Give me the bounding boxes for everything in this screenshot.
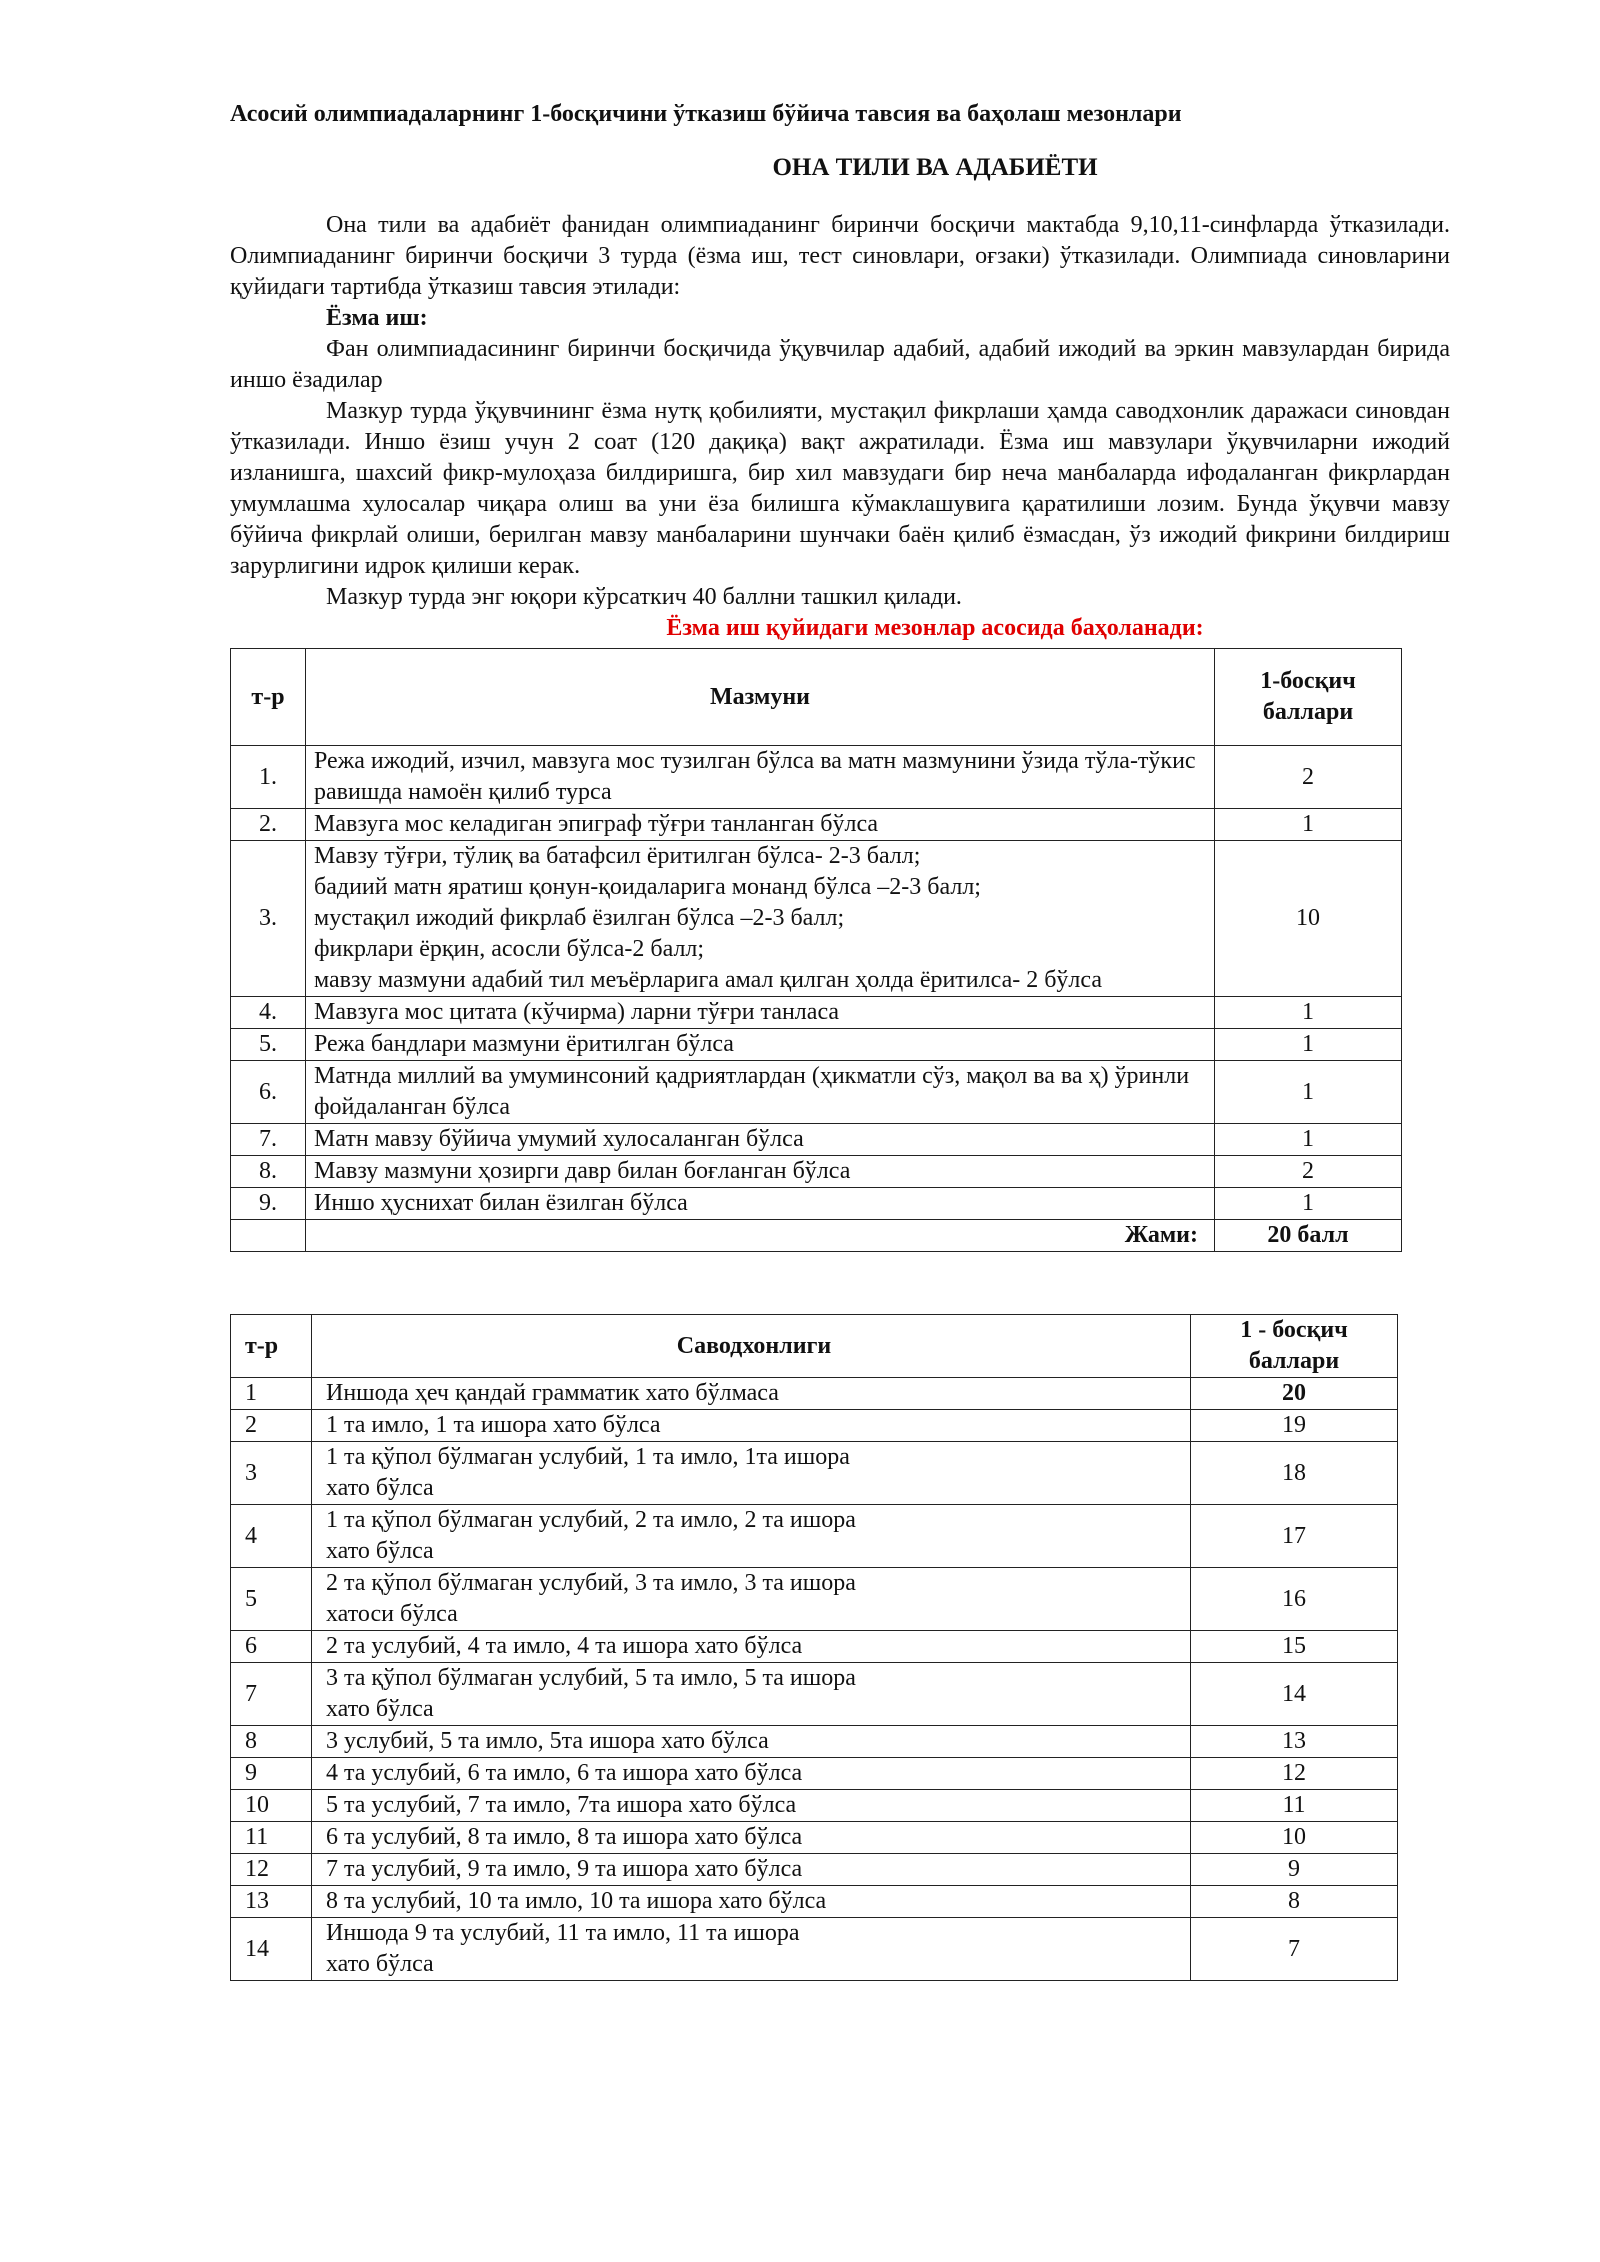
table-row [231,1410,1398,1442]
row-number: 5. [231,1029,306,1061]
row-text: 3 услубий, 5 та имло, 5та ишора хато бўлса [312,1726,1191,1758]
table-header-row [231,1315,1398,1378]
section-title: Ёзма иш: [326,305,428,331]
table-row [231,1124,1402,1156]
row-text: Мавзуга мос келадиган эпиграф тўғри танланган бўлса [306,809,1215,841]
row-text: Режа ижодий, изчил, мавзуга мос тузилган бўлса ва матн мазмунини ўзида тўла-тўкис равишда намоён қилиб турса [306,746,1215,809]
paragraph-1: Фан олимпиадасининг биринчи босқичида ўқувчилар адабий, адабий ижодий ва эркин мавзулардан бирида иншо ёзадилар [230,336,1450,393]
document-heading: Асосий олимпиадаларнинг 1-босқичини ўтказиш бўйича тавсия ва баҳолаш мезонлари [230,101,1182,127]
row-number: 4. [231,997,306,1029]
paragraph-2: Мазкур турда ўқувчининг ёзма нутқ қобилияти, мустақил фикрлаши ҳамда саводхонлик даражаси синовдан ўтказилади. Иншо ёзиш учун 2 соат (120 дақиқа) вақт ажратилади. Ёзма иш мавзулари ўқувчиларни ижодий изланишга, шахсий фикр-мулоҳаза билдиришга, бир хил мавзудаги бир неча манбаларда ифодаланган фикрлардан умумлашма хулосалар чиқара олиш ва уни ёза билишга кўмаклашувига қаратилиши лозим. Бунда ўқувчи мавзу бўйича фикрлай олиши, берилган мавзу манбаларини шунчаки баён қилиб ёзмасдан, ўз ижодий фикрини билдириш зарурлигини идрок қилиши керак. [230,398,1450,579]
total-empty-cell [231,1220,306,1252]
row-number: 6 [231,1631,312,1663]
row-number: 1 [231,1378,312,1410]
row-number: 12 [231,1854,312,1886]
row-number: 14 [231,1918,312,1981]
table-row [231,1505,1398,1568]
row-text: Матн мавзу бўйича умумий хулосаланган бўлса [306,1124,1215,1156]
row-points: 1 [1215,809,1402,841]
row-number: 8. [231,1156,306,1188]
row-text: 1 та қўпол бўлмаган услубий, 1 та имло, 1та ишора хато бўлса [312,1442,1191,1505]
row-text: 1 та имло, 1 та ишора хато бўлса [312,1410,1191,1442]
row-text: 4 та услубий, 6 та имло, 6 та ишора хато бўлса [312,1758,1191,1790]
row-number: 5 [231,1568,312,1631]
row-text: Иншода 9 та услубий, 11 та имло, 11 та ишора хато бўлса [312,1918,1191,1981]
table-row [231,1568,1398,1631]
row-text: 1 та қўпол бўлмаган услубий, 2 та имло, 2 та ишора хато бўлса [312,1505,1191,1568]
row-points: 10 [1191,1822,1398,1854]
row-points: 14 [1191,1663,1398,1726]
row-number: 2. [231,809,306,841]
table-row [231,746,1402,809]
content-criteria-table [230,648,1402,1252]
row-points: 19 [1191,1410,1398,1442]
table-row [231,1631,1398,1663]
row-number: 3. [231,841,306,997]
row-number: 4 [231,1505,312,1568]
row-text: 2 та қўпол бўлмаган услубий, 3 та имло, 3 та ишора хатоси бўлса [312,1568,1191,1631]
table-row [231,1758,1398,1790]
table-row [231,1854,1398,1886]
header-number: т-р [231,649,306,746]
header-number: т-р [231,1315,312,1378]
total-value: 20 балл [1215,1220,1402,1252]
row-number: 6. [231,1061,306,1124]
row-text: 3 та қўпол бўлмаган услубий, 5 та имло, 5 та ишора хато бўлса [312,1663,1191,1726]
row-text: Матнда миллий ва умуминсоний қадриятлардан (ҳикматли сўз, мақол ва ва ҳ) ўринли фойдаланган бўлса [306,1061,1215,1124]
table-row [231,997,1402,1029]
header-points: 1-босқич баллари [1215,649,1402,746]
row-text: 2 та услубий, 4 та имло, 4 та ишора хато бўлса [312,1631,1191,1663]
row-points: 11 [1191,1790,1398,1822]
row-number: 2 [231,1410,312,1442]
row-text: 8 та услубий, 10 та имло, 10 та ишора хато бўлса [312,1886,1191,1918]
row-number: 7. [231,1124,306,1156]
row-number: 3 [231,1442,312,1505]
row-points: 1 [1215,1061,1402,1124]
table-row [231,809,1402,841]
row-points: 9 [1191,1854,1398,1886]
table-row [231,1188,1402,1220]
row-points: 17 [1191,1505,1398,1568]
table-row [231,1061,1402,1124]
row-points: 1 [1215,1188,1402,1220]
table-row [231,1378,1398,1410]
row-points: 18 [1191,1442,1398,1505]
table-row [231,841,1402,997]
row-points: 8 [1191,1886,1398,1918]
table-row [231,1918,1398,1981]
row-number: 9 [231,1758,312,1790]
criteria-title: Ёзма иш қуйидаги мезонлар асосида баҳоланади: [666,615,1204,641]
row-number: 11 [231,1822,312,1854]
total-label: Жами: [306,1220,1215,1252]
row-text: Иншода ҳеч қандай грамматик хато бўлмаса [312,1378,1191,1410]
table-row [231,1726,1398,1758]
row-text: 6 та услубий, 8 та имло, 8 та ишора хато бўлса [312,1822,1191,1854]
row-number: 10 [231,1790,312,1822]
table-row [231,1442,1398,1505]
row-text: Мавзу тўғри, тўлиқ ва батафсил ёритилган бўлса- 2-3 балл; бадиий матн яратиш қонун-қоидаларига монанд бўлса –2-3 балл; мустақил ижодий фикрлаб ёзилган бўлса –2-3 балл; фикрлари ёрқин, асосли бўлса-2 балл; мавзу мазмуни адабий тил меъёрларига амал қилган ҳолда ёритилса- 2 бўлса [306,841,1215,997]
header-content: Мазмуни [306,649,1215,746]
row-number: 8 [231,1726,312,1758]
row-text: 7 та услубий, 9 та имло, 9 та ишора хато бўлса [312,1854,1191,1886]
document-page [230,98,1450,1981]
row-points: 20 [1191,1378,1398,1410]
intro-paragraph: Она тили ва адабиёт фанидан олимпиаданинг биринчи босқичи мактабда 9,10,11-синфларда ўтказилади. Олимпиаданинг биринчи босқичи 3 турда (ёзма иш, тест синовлари, оғзаки) ўтказилади. Олимпиада синовларини қуйидаги тартибда ўтказиш тавсия этилади: [230,212,1450,300]
row-number: 1. [231,746,306,809]
row-text: Иншо ҳуснихат билан ёзилган бўлса [306,1188,1215,1220]
literacy-criteria-table [230,1314,1398,1981]
row-points: 1 [1215,1124,1402,1156]
table-row [231,1886,1398,1918]
row-points: 2 [1215,1156,1402,1188]
row-points: 16 [1191,1568,1398,1631]
row-points: 7 [1191,1918,1398,1981]
row-number: 7 [231,1663,312,1726]
row-points: 15 [1191,1631,1398,1663]
table-row [231,1790,1398,1822]
row-points: 13 [1191,1726,1398,1758]
table-row [231,1663,1398,1726]
row-text: Режа бандлари мазмуни ёритилган бўлса [306,1029,1215,1061]
row-points: 12 [1191,1758,1398,1790]
paragraph-3: Мазкур турда энг юқори кўрсаткич 40 баллни ташкил қилади. [326,584,962,610]
table-row [231,1029,1402,1061]
row-points: 10 [1215,841,1402,997]
header-literacy: Саводхонлиги [312,1315,1191,1378]
table-header-row [231,649,1402,746]
row-text: 5 та услубий, 7 та имло, 7та ишора хато бўлса [312,1790,1191,1822]
row-points: 1 [1215,997,1402,1029]
row-points: 2 [1215,746,1402,809]
subject-title: ОНА ТИЛИ ВА АДАБИЁТИ [772,154,1098,181]
table-row [231,1822,1398,1854]
row-text: Мавзу мазмуни ҳозирги давр билан боғланган бўлса [306,1156,1215,1188]
table-row [231,1156,1402,1188]
row-text: Мавзуга мос цитата (кўчирма) ларни тўғри танласа [306,997,1215,1029]
row-points: 1 [1215,1029,1402,1061]
row-number: 13 [231,1886,312,1918]
row-number: 9. [231,1188,306,1220]
total-row [231,1220,1402,1252]
header-points: 1 - босқич баллари [1191,1315,1398,1378]
